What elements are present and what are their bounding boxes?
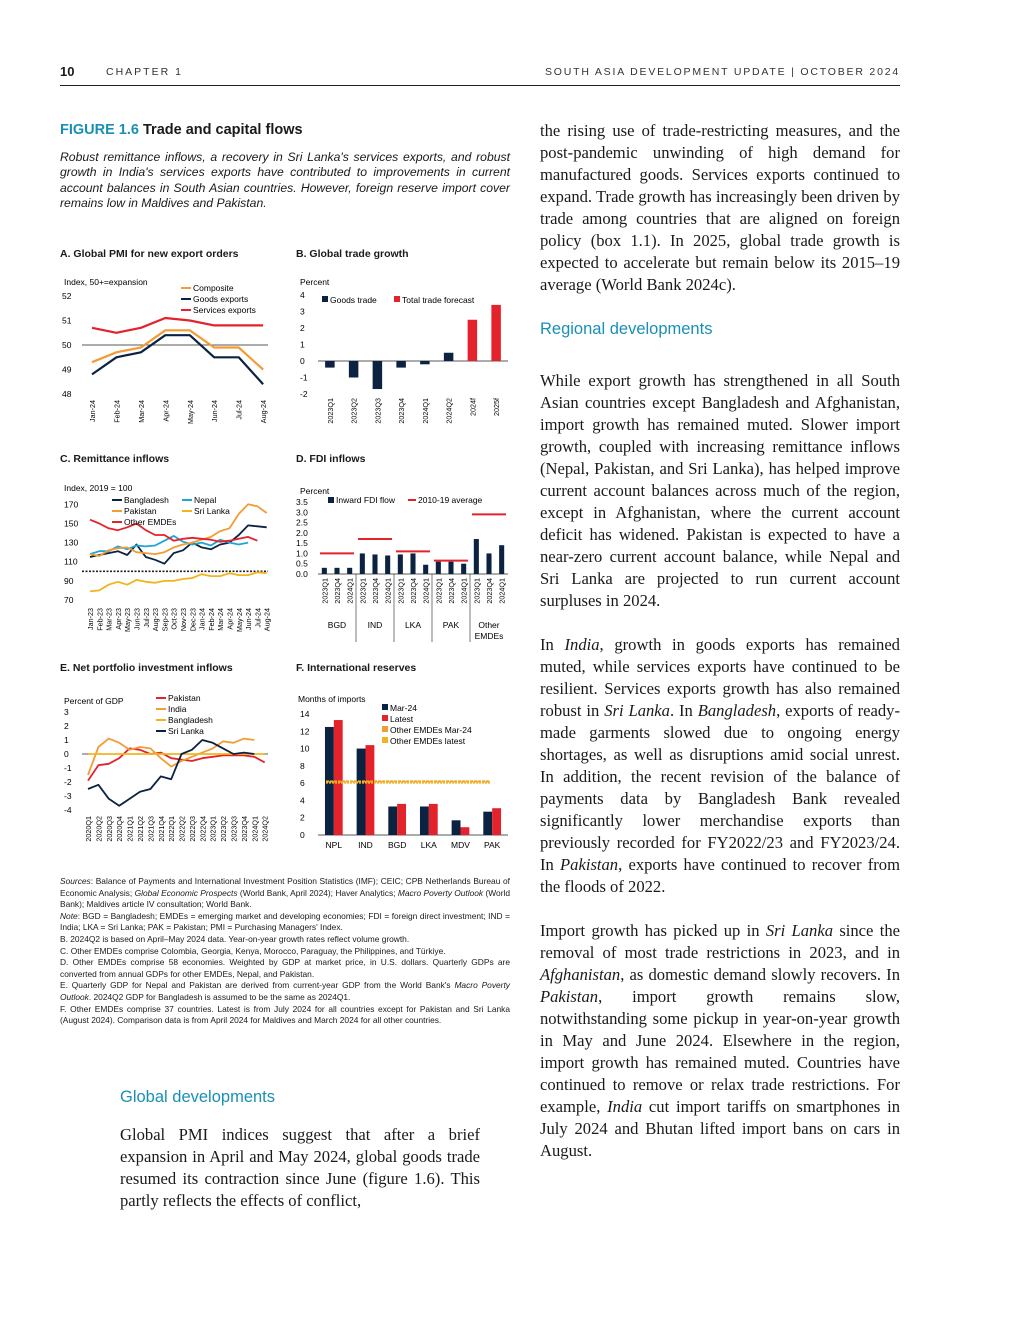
legend-label: Bangladesh (168, 715, 213, 725)
x-tick-label: Oct-23 (169, 608, 179, 630)
group-label: BGD (327, 620, 347, 630)
x-tick-label: Apr-24 (225, 608, 235, 630)
x-tick-label: 2023Q1 (358, 578, 368, 604)
x-tick-label: Feb-23 (95, 608, 105, 631)
panel-d-title: D. FDI inflows (296, 453, 366, 465)
x-tick-label: 2023Q4 (371, 578, 380, 604)
y-tick-label: 0.5 (296, 558, 308, 569)
bar-latest-PAK (492, 808, 501, 835)
y-tick-label: 3.5 (296, 497, 308, 507)
legend-swatch (382, 715, 388, 721)
legend-swatch (322, 296, 328, 302)
x-tick-label: 2021Q4 (156, 816, 166, 842)
x-tick-label: MDV (451, 840, 470, 850)
y-tick-label: 150 (64, 518, 79, 529)
x-tick-label: Sep-23 (160, 608, 170, 632)
x-tick-label: Aug-24 (262, 608, 272, 632)
x-tick-label: 2023Q4 (239, 816, 249, 842)
y-tick-label: 1 (64, 735, 69, 745)
legend-label: Pakistan (124, 506, 157, 516)
x-tick-label: May-24 (234, 608, 244, 632)
y-tick-label: -2 (64, 777, 72, 787)
bar-latest-MDV (461, 827, 470, 835)
series-line-india (88, 739, 254, 775)
y-tick-label: 2 (64, 721, 69, 731)
y-tick-label: 0 (300, 356, 305, 366)
bar-fdi-2023Q1 (322, 568, 327, 574)
x-tick-label: 2022Q2 (177, 816, 187, 842)
x-tick-label: Aug-23 (151, 608, 161, 632)
x-tick-label: May-24 (185, 400, 195, 424)
x-tick-label: Apr-23 (113, 608, 123, 630)
bar-fdi-2023Q1 (474, 539, 479, 574)
bar-mar24-LKA (420, 806, 429, 835)
note-f: F. Other EMDEs comprise 37 countries. Latest is from July 2024 for all countries except for Pakistan and Sri Lanka (August 2024). Comparison data is from April 2024 for Maldives and March 2024 for all other countries. (60, 1003, 510, 1026)
legend-label: India (168, 704, 187, 714)
y-tick-label: 1.5 (296, 538, 308, 549)
group-label: LKA (404, 620, 422, 630)
legend-label: Latest (390, 714, 414, 724)
bar-2024f (468, 320, 478, 361)
x-tick-label: 2022Q3 (187, 816, 197, 842)
legend-label: Other EMDEs latest (390, 736, 466, 746)
legend-swatch (382, 704, 388, 710)
bar-fdi-2023Q4 (486, 553, 491, 574)
x-tick-label: Jul-23 (141, 608, 151, 628)
chart-f (296, 680, 511, 862)
x-tick-label: Jan-23 (86, 608, 95, 630)
y-tick-label: 4 (300, 290, 305, 300)
x-tick-label: 2020Q3 (104, 816, 114, 842)
y-tick-label: 2 (300, 323, 305, 333)
bar-fdi-2024Q1 (461, 564, 466, 574)
legend-label: Bangladesh (124, 495, 169, 505)
x-tick-label: Nov-23 (179, 608, 188, 632)
x-tick-label: IND (358, 840, 373, 850)
legend-label: Nepal (194, 495, 217, 505)
chapter-label: CHAPTER 1 (106, 66, 183, 78)
bar-fdi-2023Q4 (410, 553, 415, 574)
bar-fdi-2023Q4 (334, 568, 339, 574)
bar-latest-NPL (334, 720, 343, 835)
x-tick-label: Dec-23 (188, 608, 198, 632)
bar-2023Q3 (373, 361, 383, 389)
y-tick-label: -2 (300, 389, 308, 399)
y-axis-label: Percent (300, 277, 330, 287)
y-tick-label: 14 (300, 709, 310, 719)
regional-developments-heading: Regional developments (540, 320, 713, 338)
x-tick-label: 2023Q1 (325, 398, 335, 424)
legend-swatch (382, 737, 388, 743)
x-tick-label: May-23 (123, 608, 133, 632)
legend-label: Inward FDI flow (336, 495, 396, 505)
group-label: IND (367, 620, 383, 630)
legend-label: Other EMDEs (124, 517, 177, 527)
series-line-sri-lanka (90, 572, 267, 591)
x-tick-label: 2020Q2 (94, 816, 104, 842)
x-tick-label: 2024Q1 (345, 578, 355, 604)
series-line-goods-exports (92, 335, 263, 384)
x-tick-label: Jun-24 (244, 608, 254, 630)
x-tick-label: Mar-23 (104, 608, 114, 631)
chart-d (296, 470, 511, 656)
right-column (540, 120, 900, 1162)
group-label: Other (478, 620, 500, 630)
y-tick-label: 0.0 (296, 569, 308, 579)
panel-e-title: E. Net portfolio investment inflows (60, 662, 233, 674)
running-title: SOUTH ASIA DEVELOPMENT UPDATE | OCTOBER 2024 (544, 66, 900, 78)
x-tick-label: Apr-24 (161, 400, 171, 422)
x-tick-label: 2021Q3 (146, 816, 156, 842)
bar-latest-IND (366, 745, 375, 835)
y-tick-label: 3 (300, 306, 305, 317)
y-tick-label: -3 (64, 791, 72, 801)
note-e: E. Quarterly GDP for Nepal and Pakistan are derived from current-year GDP from the World Bank's Macro Poverty Outlook. 2024Q2 GDP for Bangladesh is assumed to be the same as 2024Q1. (60, 980, 510, 1002)
y-tick-label: 51 (62, 315, 72, 326)
chart-c (60, 470, 275, 656)
legend-label: Total trade forecast (402, 295, 475, 305)
y-tick-label: 0 (300, 830, 305, 840)
bar-2023Q2 (349, 361, 359, 378)
x-tick-label: LKA (420, 840, 437, 850)
x-tick-label: Jan-24 (197, 608, 207, 630)
x-tick-label: 2023Q3 (229, 816, 239, 842)
y-tick-label: 12 (300, 726, 310, 737)
x-tick-label: 2024Q1 (421, 578, 431, 604)
y-axis-label: Index, 2019 = 100 (64, 483, 133, 493)
bar-mar24-BGD (388, 806, 397, 835)
series-line-sri-lanka (88, 740, 254, 806)
legend-label: Goods trade (330, 295, 377, 305)
bar-2024Q2 (444, 353, 454, 361)
y-tick-label: 3.0 (296, 507, 308, 518)
legend-swatch (394, 296, 400, 302)
x-tick-label: 2023Q2 (349, 398, 359, 424)
x-tick-label: Jul-24 (253, 608, 263, 628)
x-tick-label: Jan-24 (88, 400, 97, 422)
x-tick-label: 2024Q1 (383, 578, 393, 604)
y-tick-label: 0 (64, 749, 69, 759)
page-header (60, 62, 900, 86)
note-d: D. Other EMDEs comprise 58 economies. Weighted by GDP at market price, in U.S. dollars. Quarterly GDPs are converted from annual GDPs for other EMDEs, Nepal, and Pakistan. (60, 957, 510, 979)
y-tick-label: 1 (300, 339, 305, 350)
bar-mar24-PAK (483, 812, 492, 835)
y-axis-label: Index, 50+=expansion (64, 277, 148, 287)
y-tick-label: 8 (300, 760, 305, 771)
y-tick-label: 48 (62, 389, 72, 399)
chart-b (296, 264, 511, 442)
legend-label: 2010-19 average (418, 495, 483, 505)
y-tick-label: -1 (64, 763, 72, 773)
paragraph-trade: the rising use of trade-restricting measures, and the post-pandemic unwinding of high demand for manufactured goods. Services exports continued to expand. Trade growth has increasingly been driven by trade among countries that are aligned on foreign policy (box 1.1). In 2025, global trade growth is expected to accelerate but remain below its 2015–19 average (World Bank 2024c). (540, 121, 900, 294)
y-axis-label: Months of imports (298, 694, 366, 704)
paragraph-exports: In India, growth in goods exports has remained muted, while services exports have continued to be resilient. Services exports growth has also remained robust in Sri Lanka. In Bangladesh, exports of ready-made garments slowed due to ongoing energy shortages, as well as disruptions amid social unrest. In addition, the recent revision of the balance of payments data by Bangladesh Bank revealed significantly lower merchandise exports than previously recorded for FY2022/23 and FY2023/24. In Pakistan, exports have continued to recover from the floods of 2022. (540, 635, 900, 896)
bar-fdi-2023Q4 (372, 554, 377, 574)
y-tick-label: 2 (300, 812, 305, 823)
chart-e (60, 680, 275, 862)
bar-2024Q1 (420, 361, 430, 364)
bar-fdi-2023Q1 (436, 562, 441, 574)
bar-latest-LKA (429, 804, 438, 835)
x-tick-label: 2023Q1 (320, 578, 330, 604)
y-tick-label: 49 (62, 364, 72, 375)
x-tick-label: 2024Q1 (497, 578, 507, 604)
legend-label: Services exports (193, 305, 256, 315)
panel-c-title: C. Remittance inflows (60, 453, 170, 465)
y-tick-label: 90 (64, 575, 74, 586)
panel-a-title: A. Global PMI for new export orders (60, 248, 239, 260)
x-tick-label: 2021Q1 (125, 816, 135, 842)
legend-label: Mar-24 (390, 703, 417, 713)
x-tick-label: 2023Q4 (485, 578, 494, 604)
figure-1-6 (60, 122, 510, 212)
y-tick-label: 2.5 (296, 517, 308, 528)
x-tick-label: 2023Q3 (373, 398, 383, 424)
x-tick-label: 2024f (468, 398, 478, 416)
bar-mar24-IND (357, 749, 366, 835)
y-tick-label: 50 (62, 340, 72, 350)
bar-fdi-2024Q1 (499, 545, 504, 574)
group-label: PAK (442, 620, 460, 630)
legend-swatch (382, 726, 388, 732)
x-tick-label: 2023Q1 (472, 578, 482, 604)
x-tick-label: PAK (483, 840, 501, 850)
x-tick-label: Mar-24 (216, 608, 226, 631)
x-tick-label: NPL (325, 840, 343, 850)
legend-label: Other EMDEs Mar-24 (390, 725, 472, 735)
x-tick-label: Aug-24 (259, 400, 269, 424)
bar-fdi-2023Q1 (398, 554, 403, 574)
x-tick-label: Jun-23 (132, 608, 142, 630)
figure-number: FIGURE 1.6 (60, 122, 139, 138)
y-tick-label: 4 (300, 795, 305, 806)
y-axis-label: Percent (300, 486, 330, 496)
x-tick-label: 2025f (492, 398, 502, 416)
legend-label: Composite (193, 283, 234, 293)
x-tick-label: Jun-24 (210, 400, 220, 422)
chart-a (60, 264, 275, 442)
y-tick-label: 6 (300, 778, 305, 789)
y-tick-label: 110 (64, 556, 78, 567)
x-tick-label: 2024Q2 (260, 816, 270, 842)
bar-fdi-2024Q1 (385, 555, 390, 574)
legend-label: Sri Lanka (194, 506, 230, 516)
y-tick-label: 3 (64, 707, 69, 717)
x-tick-label: 2020Q4 (115, 816, 125, 842)
abbrev-note: Note: BGD = Bangladesh; EMDEs = emerging market and developing economies; FDI = foreign direct investment; IND = India; LKA = Sri Lanka; PAK = Pakistan; PMI = Purchasing Managers' Index. (60, 910, 510, 933)
x-tick-label: 2023Q4 (447, 578, 456, 604)
x-tick-label: 2023Q4 (333, 578, 342, 604)
sources-note: Sources: Balance of Payments and International Investment Position Statistics (IMF); CEIC; CPB Netherlands Bureau of Economic Analysis; Global Economic Prospects (World Bank, April 2024); Haver Analytics; Macro Poverty Outlook (World Bank); Maldives article IV consultation; World Bank. (60, 876, 511, 910)
x-tick-label: BGD (387, 840, 407, 850)
figure-title-text: Trade and capital flows (143, 122, 303, 138)
x-tick-label: 2023Q2 (219, 816, 229, 842)
legend-label: Goods exports (193, 294, 249, 304)
group-label: EMDEs (474, 631, 504, 641)
bar-2023Q1 (325, 361, 335, 368)
figure-notes (60, 876, 510, 1027)
panel-b-title: B. Global trade growth (296, 248, 409, 260)
x-tick-label: Feb-24 (206, 608, 216, 631)
bar-fdi-2023Q4 (448, 562, 453, 574)
x-tick-label: 2024Q1 (459, 578, 469, 604)
global-developments-heading: Global developments (120, 1088, 276, 1106)
bar-fdi-2024Q1 (347, 568, 352, 574)
y-axis-label: Percent of GDP (64, 696, 124, 706)
bar-fdi-2024Q1 (423, 565, 428, 574)
figure-caption: Robust remittance inflows, a recovery in Sri Lanka's services exports, and robust growth in India's services exports have contributed to improvements in current account balances in South Asian countries. However, foreign reserve import cover remains low in Maldives and Pakistan. (60, 150, 510, 211)
y-tick-label: -1 (300, 372, 308, 383)
bar-latest-BGD (397, 804, 406, 835)
page-number: 10 (60, 64, 75, 79)
bar-mar24-MDV (452, 820, 461, 835)
legend-label: Pakistan (168, 693, 201, 703)
x-tick-label: 2023Q1 (396, 578, 406, 604)
x-tick-label: 2023Q1 (434, 578, 444, 604)
x-tick-label: 2024Q1 (420, 398, 430, 424)
x-tick-label: 2024Q2 (444, 398, 454, 424)
y-tick-label: 10 (300, 743, 310, 754)
y-tick-label: 130 (64, 537, 79, 548)
legend-swatch (328, 497, 334, 503)
x-tick-label: 2021Q2 (135, 816, 145, 842)
y-tick-label: 2.0 (296, 527, 308, 538)
x-tick-label: 2020Q1 (84, 816, 93, 842)
x-tick-label: Mar-24 (136, 400, 146, 423)
bar-2025f (491, 305, 501, 361)
figure-title (60, 122, 510, 138)
y-tick-label: -4 (64, 805, 72, 815)
note-b: B. 2024Q2 is based on April–May 2024 data. Year-on-year growth rates reflect volume growth. (60, 933, 410, 944)
y-tick-label: 70 (64, 595, 74, 605)
y-tick-label: 52 (62, 291, 72, 301)
x-tick-label: 2023Q4 (397, 398, 407, 424)
legend-label: Sri Lanka (168, 726, 204, 736)
y-tick-label: 1.0 (296, 548, 308, 559)
bar-2023Q4 (396, 361, 406, 368)
note-c: C. Other EMDEs comprise Colombia, Georgia, Kenya, Morocco, Paraguay, the Philippines, and Türkiye. (60, 945, 446, 956)
global-developments-body: Global PMI indices suggest that after a brief expansion in April and May 2024, global goods trade resumed its contraction since June (figure 1.6). This partly reflects the effects of conflict, (120, 1125, 480, 1210)
y-tick-label: 170 (64, 499, 79, 510)
bar-fdi-2023Q1 (360, 553, 365, 574)
x-tick-label: Feb-24 (112, 400, 122, 423)
x-tick-label: Jul-24 (234, 400, 244, 420)
panel-f-title: F. International reserves (296, 662, 417, 674)
x-tick-label: 2024Q1 (250, 816, 260, 842)
paragraph-imports: Import growth has picked up in Sri Lanka since the removal of most trade restrictions in 2023, and in Afghanistan, as domestic demand slowly recovers. In Pakistan, import growth remains slow, notwithstanding some pickup in year-on-year growth in May and June 2024. Elsewhere in the region, import growth has remained muted. Countries have continued to remove or relax trade restrictions. For example, India cut import tariffs on smartphones in July 2024 and Bhutan lifted import bans on cars in August. (540, 921, 900, 1160)
x-tick-label: 2022Q4 (198, 816, 208, 842)
x-tick-label: 2023Q4 (409, 578, 418, 604)
paragraph-regional: While export growth has strengthened in all South Asian countries except Bangladesh and Afghanistan, import growth has remained muted. Slower import growth, coupled with increasing remittance inflows (Nepal, Pakistan, and Sri Lanka), has helped improve current account balances across much of the region, except in Afghanistan, where the current account deficit has widened. Pakistan is expected to have a near-zero current account balance, while Nepal and Sri Lanka are projected to run current account surpluses in 2024. (540, 371, 900, 610)
x-tick-label: 2022Q1 (167, 816, 177, 842)
x-tick-label: 2023Q1 (208, 816, 218, 842)
